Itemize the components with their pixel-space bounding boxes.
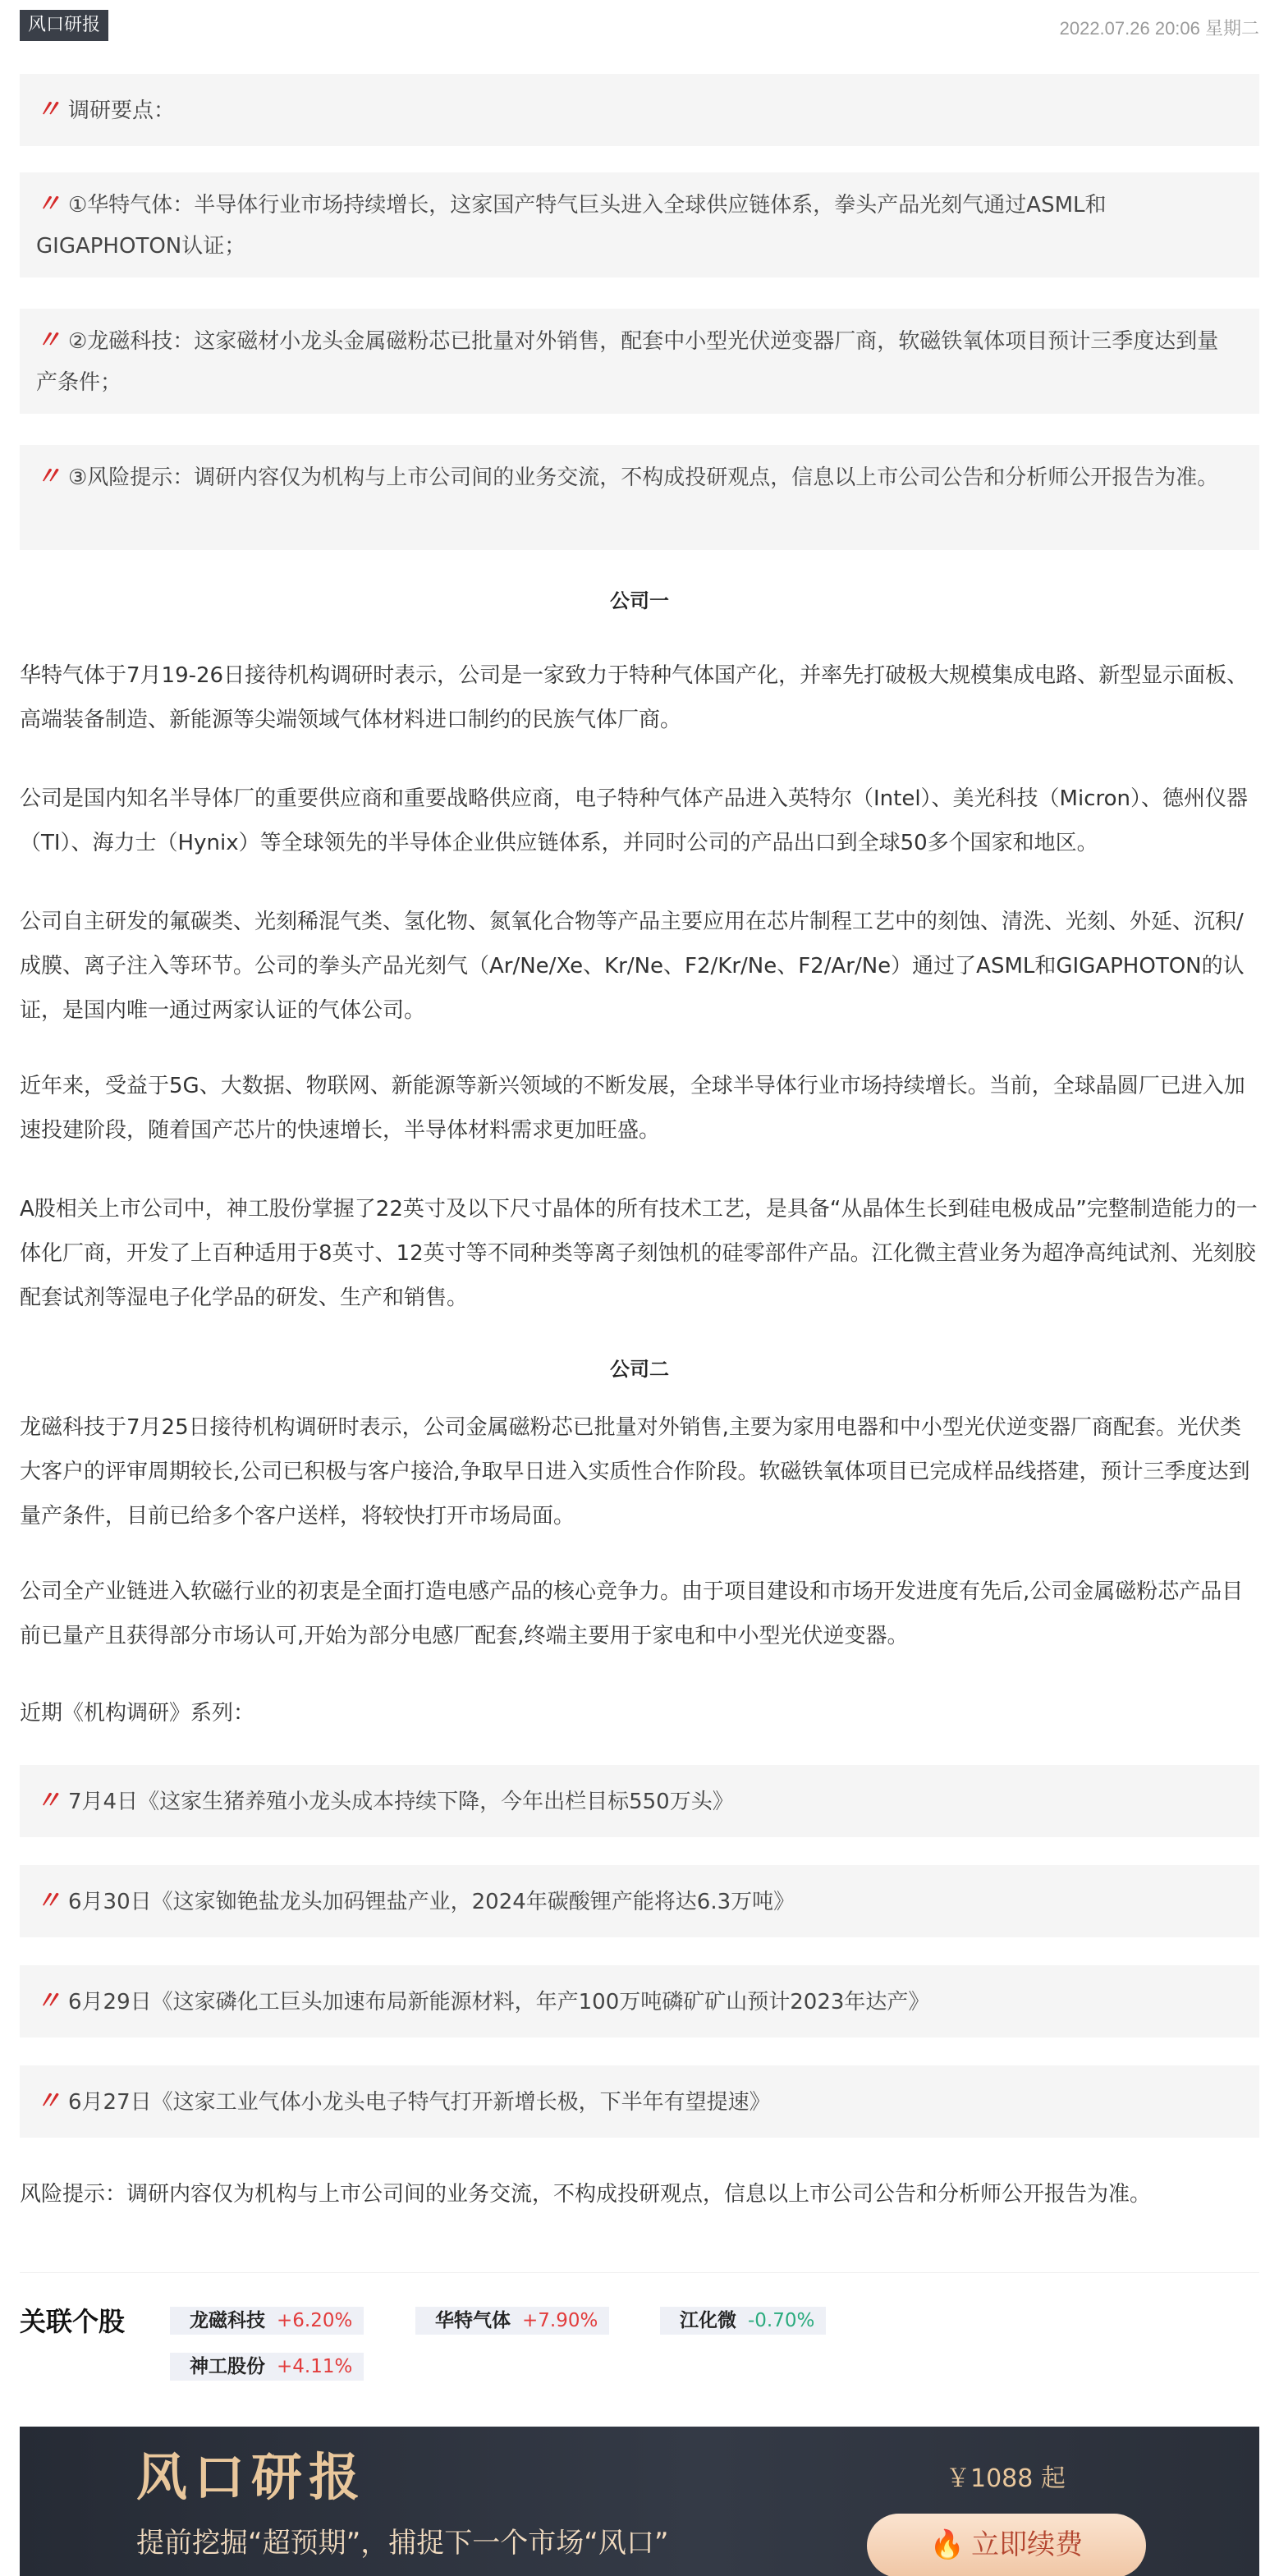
- summary-point-1: [20, 172, 1259, 277]
- company2-paragraph-2: 公司全产业链进入软磁行业的初衷是全面打造电感产品的核心竞争力。由于项目建设和市场开发进度有先后,公司金属磁粉芯产品目前已量产且获得部分市场认可,开始为部分电感厂配套,终端主要用于家电和中小型光伏逆变器。: [20, 1579, 1244, 1648]
- stock-change: +7.90%: [522, 2310, 598, 2331]
- stock-name: 龙磁科技: [190, 2310, 265, 2331]
- company1-paragraph-2: 公司是国内知名半导体厂的重要供应商和重要战略供应商，电子特种气体产品进入英特尔（Intel）、美光科技（Micron）、德州仪器（TI）、海力士（Hynix）等全球领先的半导体企业供应链体系，并同时公司的产品出口到全球50多个国家和地区。: [20, 786, 1249, 855]
- stock-chip-jianghuawei[interactable]: [660, 2307, 826, 2335]
- stock-change: +4.11%: [277, 2356, 353, 2377]
- quote-mark-icon: 〃: [36, 462, 58, 491]
- quote-mark-icon: 〃: [36, 2087, 58, 2115]
- quote-mark-icon: 〃: [36, 1987, 58, 2015]
- company2-paragraph-1: 龙磁科技于7月25日接待机构调研时表示，公司金属磁粉芯已批量对外销售,主要为家用电器和中小型光伏逆变器厂商配套。光伏类大客户的评审周期较长,公司已积极与客户接洽,争取早日进入实质性合作阶段。软磁铁氧体项目已完成样品线搭建，预计三季度达到量产条件，目前已给多个客户送样，将较快打开市场局面。: [20, 1415, 1250, 1529]
- stock-change: +6.20%: [277, 2310, 353, 2331]
- quote-mark-icon: 〃: [36, 1786, 58, 1815]
- publish-datetime: 2022.07.26 20:06 星期二: [1059, 18, 1259, 39]
- stock-name: 神工股份: [190, 2356, 265, 2377]
- company1-paragraph-3: 公司自主研发的氟碳类、光刻稀混气类、氢化物、氮氧化合物等产品主要应用在芯片制程工艺中的刻蚀、清洗、光刻、外延、沉积/成膜、离子注入等环节。公司的拳头产品光刻气（Ar/Ne/Xe、Kr/Ne、F2/Kr/Ne、F2/Ar/Ne）通过了ASML和GIGAPHOTON的认证，是国内唯一通过两家认证的气体公司。: [20, 910, 1245, 1023]
- renew-button-label: 立即续费: [971, 2528, 1084, 2561]
- series-link-text[interactable]: 6月27日《这家工业气体小龙头电子特气打开新增长极，下半年有望提速》: [68, 2090, 771, 2115]
- company1-paragraph-4: 近年来，受益于5G、大数据、物联网、新能源等新兴领域的不断发展，全球半导体行业市场持续增长。当前，全球晶圆厂已进入加速投建阶段，随着国产芯片的快速增长，半导体材料需求更加旺盛。: [20, 1074, 1245, 1143]
- column-tag[interactable]: 风口研报: [20, 10, 108, 41]
- section-title-company-1: 公司一: [610, 589, 669, 612]
- series-link-item[interactable]: [20, 1765, 1259, 1837]
- summary-heading: 调研要点：: [68, 99, 176, 123]
- series-link-text[interactable]: 7月4日《这家生猪养殖小龙头成本持续下降，今年出栏目标550万头》: [68, 1790, 734, 1814]
- summary-point-text: ①华特气体：半导体行业市场持续增长，这家国产特气巨头进入全球供应链体系，拳头产品光刻气通过ASML和GIGAPHOTON认证；: [36, 193, 1107, 259]
- company1-paragraph-1: 华特气体于7月19-26日接待机构调研时表示，公司是一家致力于特种气体国产化，并率先打破极大规模集成电路、新型显示面板、高端装备制造、新能源等尖端领域气体材料进口制约的民族气体厂商。: [20, 663, 1249, 732]
- section-title-company-2: 公司二: [610, 1358, 669, 1381]
- promo-banner: [20, 2427, 1259, 2576]
- quote-mark-icon: 〃: [36, 190, 58, 218]
- stock-chip-longci[interactable]: [170, 2307, 364, 2335]
- stock-name: 华特气体: [435, 2310, 511, 2331]
- series-heading: 近期《机构调研》系列：: [20, 1701, 255, 1726]
- series-link-item[interactable]: [20, 2065, 1259, 2138]
- banner-price: ￥1088 起: [946, 2464, 1066, 2493]
- stock-change: -0.70%: [748, 2310, 815, 2331]
- summary-point-text: ③风险提示：调研内容仅为机构与上市公司间的业务交流，不构成投研观点，信息以上市公司公告和分析师公开报告为准。: [68, 465, 1219, 490]
- stock-name: 江化微: [680, 2310, 736, 2331]
- quote-mark-icon: 〃: [36, 326, 58, 355]
- stock-chip-huate[interactable]: [415, 2307, 609, 2335]
- company1-paragraph-5: A股相关上市公司中，神工股份掌握了22英寸及以下尺寸晶体的所有技术工艺，是具备“从晶体生长到硅电极成品”完整制造能力的一体化厂商，开发了上百种适用于8英寸、12英寸等不同种类等离子刻蚀机的硅零部件产品。江化微主营业务为超净高纯试剂、光刻胶配套试剂等湿电子化学品的研发、生产和销售。: [20, 1197, 1258, 1310]
- flame-icon: 🔥: [929, 2528, 965, 2561]
- risk-notice: 风险提示：调研内容仅为机构与上市公司间的业务交流，不构成投研观点，信息以上市公司公告和分析师公开报告为准。: [20, 2182, 1152, 2207]
- stock-chip-shengong[interactable]: [170, 2353, 364, 2381]
- series-link-text[interactable]: 6月29日《这家磷化工巨头加速布局新能源材料，年产100万吨磷矿矿山预计2023年达产》: [68, 1990, 930, 2015]
- summary-point-text: ②龙磁科技：这家磁材小龙头金属磁粉芯已批量对外销售，配套中小型光伏逆变器厂商，软磁铁氧体项目预计三季度达到量产条件；: [36, 329, 1219, 395]
- banner-title: 风口研报: [136, 2447, 367, 2507]
- related-stocks-title: 关联个股: [20, 2306, 126, 2337]
- series-link-item[interactable]: [20, 1965, 1259, 2037]
- renew-button[interactable]: [867, 2514, 1146, 2576]
- summary-heading-block: [20, 74, 1259, 146]
- series-link-text[interactable]: 6月30日《这家铷铯盐龙头加码锂盐产业，2024年碳酸锂产能将达6.3万吨》: [68, 1890, 795, 1914]
- summary-point-2: [20, 309, 1259, 414]
- banner-subtitle: 提前挖掘“超预期”，捕捉下一个市场“风口”: [136, 2527, 669, 2560]
- section-divider: [20, 2272, 1259, 2273]
- quote-mark-icon: 〃: [36, 95, 58, 124]
- quote-mark-icon: 〃: [36, 1886, 58, 1915]
- summary-point-3: [20, 445, 1259, 550]
- series-link-item[interactable]: [20, 1865, 1259, 1937]
